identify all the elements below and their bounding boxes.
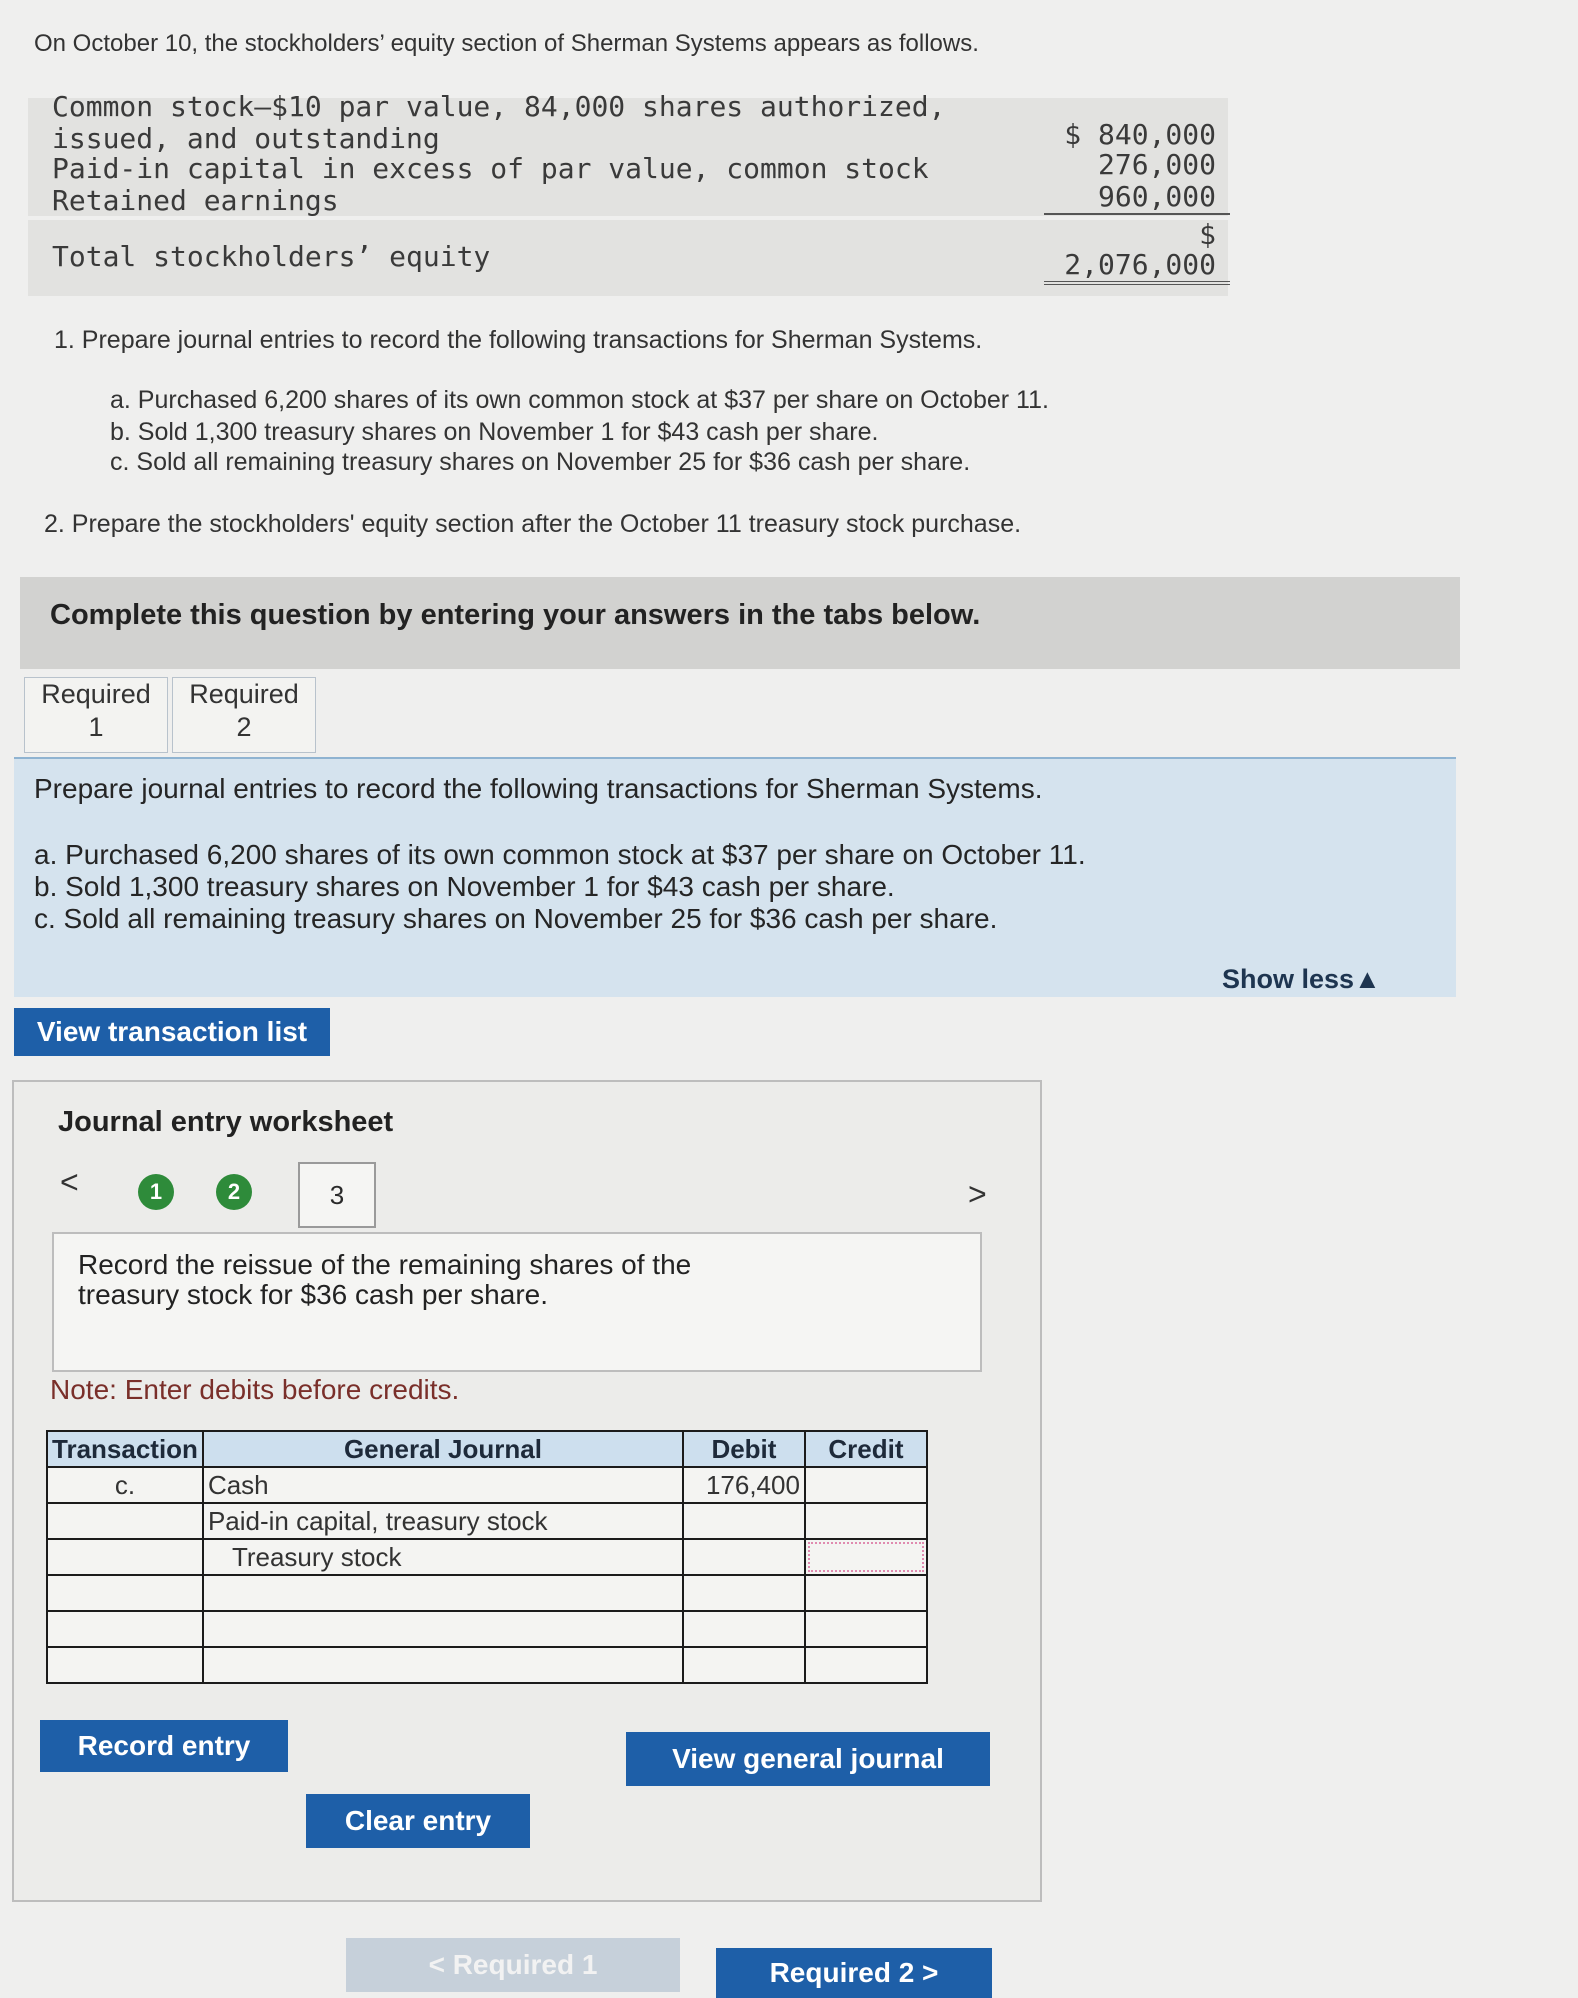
account-cell[interactable]: Cash: [203, 1467, 683, 1503]
worksheet-instruction-box: [52, 1232, 982, 1372]
question-2: 2. Prepare the stockholders' equity section after the October 11 treasury stock purchase.: [44, 510, 1022, 538]
equity-total-dollar: $: [1199, 218, 1216, 251]
question-1a: a. Purchased 6,200 shares of its own common stock at $37 per share on October 11.: [110, 386, 1049, 414]
account-cell[interactable]: [203, 1575, 683, 1611]
table-row: [47, 1611, 927, 1647]
tab-required-2-line2: 2: [236, 712, 252, 742]
tab-required-1-line2: 1: [88, 712, 104, 742]
requirement-b: b. Sold 1,300 treasury shares on November 1 for $43 cash per share.: [34, 871, 895, 902]
equity-total-value: 2,076,000: [1044, 248, 1230, 285]
question-1: 1. Prepare journal entries to record the following transactions for Sherman Systems.: [54, 326, 983, 354]
equity-total-label: Total stockholders’ equity: [52, 240, 491, 273]
requirement-panel: [14, 757, 1456, 997]
journal-header-row: [47, 1431, 927, 1467]
step-3-current[interactable]: 3: [298, 1162, 376, 1228]
transaction-cell[interactable]: [47, 1647, 203, 1683]
next-step-arrow[interactable]: >: [968, 1176, 987, 1212]
prev-step-arrow[interactable]: <: [60, 1164, 79, 1200]
question-1b: b. Sold 1,300 treasury shares on November 1 for $43 cash per share.: [110, 418, 879, 446]
header-credit: Credit: [805, 1431, 927, 1467]
transaction-cell[interactable]: c.: [47, 1467, 203, 1503]
question-1c: c. Sold all remaining treasury shares on November 25 for $36 cash per share.: [110, 448, 971, 476]
worksheet-title: Journal entry worksheet: [58, 1106, 394, 1138]
account-cell[interactable]: Treasury stock: [203, 1539, 683, 1575]
tab-required-2-line1: Required: [189, 679, 299, 709]
banner-text: Complete this question by entering your answers in the tabs below.: [50, 599, 981, 631]
debit-cell[interactable]: [683, 1611, 805, 1647]
header-transaction: Transaction: [47, 1431, 203, 1467]
tab-required-1[interactable]: [24, 677, 168, 753]
view-general-journal-button[interactable]: View general journal: [626, 1732, 990, 1786]
show-less-link[interactable]: Show less▲: [1222, 964, 1381, 994]
equity-value-1: $ 840,000: [1064, 118, 1216, 151]
record-entry-button[interactable]: Record entry: [40, 1720, 288, 1772]
transaction-cell[interactable]: [47, 1503, 203, 1539]
requirement-heading: Prepare journal entries to record the following transactions for Sherman Systems.: [34, 773, 1043, 804]
debit-cell[interactable]: [683, 1539, 805, 1575]
table-row: [47, 1539, 927, 1575]
equity-line-2: Paid-in capital in excess of par value, common stock: [52, 152, 929, 185]
tab-required-1-line1: Required: [41, 679, 151, 709]
instructions-banner: [20, 577, 1460, 669]
debit-cell[interactable]: [683, 1647, 805, 1683]
worksheet-instruction: Record the reissue of the remaining shares of the treasury stock for $36 cash per share.: [78, 1249, 692, 1310]
credit-cell[interactable]: [805, 1647, 927, 1683]
debit-cell[interactable]: 176,400: [683, 1467, 805, 1503]
equity-line-3: Retained earnings: [52, 184, 339, 217]
next-required-button[interactable]: Required 2 >: [716, 1948, 992, 1998]
credit-cell[interactable]: [805, 1467, 927, 1503]
step-2-badge[interactable]: 2: [216, 1174, 252, 1210]
table-row: [47, 1467, 927, 1503]
requirement-c: c. Sold all remaining treasury shares on November 25 for $36 cash per share.: [34, 903, 998, 934]
account-cell[interactable]: Paid-in capital, treasury stock: [203, 1503, 683, 1539]
table-row: [47, 1503, 927, 1539]
entry-note: Note: Enter debits before credits.: [50, 1374, 460, 1405]
tab-required-2[interactable]: [172, 677, 316, 753]
clear-entry-button[interactable]: Clear entry: [306, 1794, 530, 1848]
prev-required-button[interactable]: < Required 1: [346, 1938, 680, 1992]
account-cell[interactable]: [203, 1647, 683, 1683]
transaction-cell[interactable]: [47, 1575, 203, 1611]
header-general-journal: General Journal: [203, 1431, 683, 1467]
table-row: [47, 1647, 927, 1683]
equity-line-1b: issued, and outstanding: [52, 122, 440, 155]
equity-value-3: 960,000: [1044, 180, 1230, 215]
equity-line-1a: Common stock–$10 par value, 84,000 shares authorized,: [52, 90, 946, 123]
requirement-a: a. Purchased 6,200 shares of its own common stock at $37 per share on October 11.: [34, 839, 1086, 870]
credit-cell[interactable]: [805, 1575, 927, 1611]
step-1-badge[interactable]: 1: [138, 1174, 174, 1210]
equity-value-2: 276,000: [1097, 148, 1216, 181]
credit-cell[interactable]: [805, 1539, 927, 1575]
account-cell[interactable]: [203, 1611, 683, 1647]
general-journal-table: [46, 1430, 928, 1684]
transaction-cell[interactable]: [47, 1611, 203, 1647]
view-transaction-list-button[interactable]: View transaction list: [14, 1008, 330, 1056]
credit-cell[interactable]: [805, 1611, 927, 1647]
debit-cell[interactable]: [683, 1575, 805, 1611]
header-debit: Debit: [683, 1431, 805, 1467]
intro-text: On October 10, the stockholders’ equity section of Sherman Systems appears as follows.: [34, 30, 979, 57]
transaction-cell[interactable]: [47, 1539, 203, 1575]
table-row: [47, 1575, 927, 1611]
credit-cell[interactable]: [805, 1503, 927, 1539]
debit-cell[interactable]: [683, 1503, 805, 1539]
